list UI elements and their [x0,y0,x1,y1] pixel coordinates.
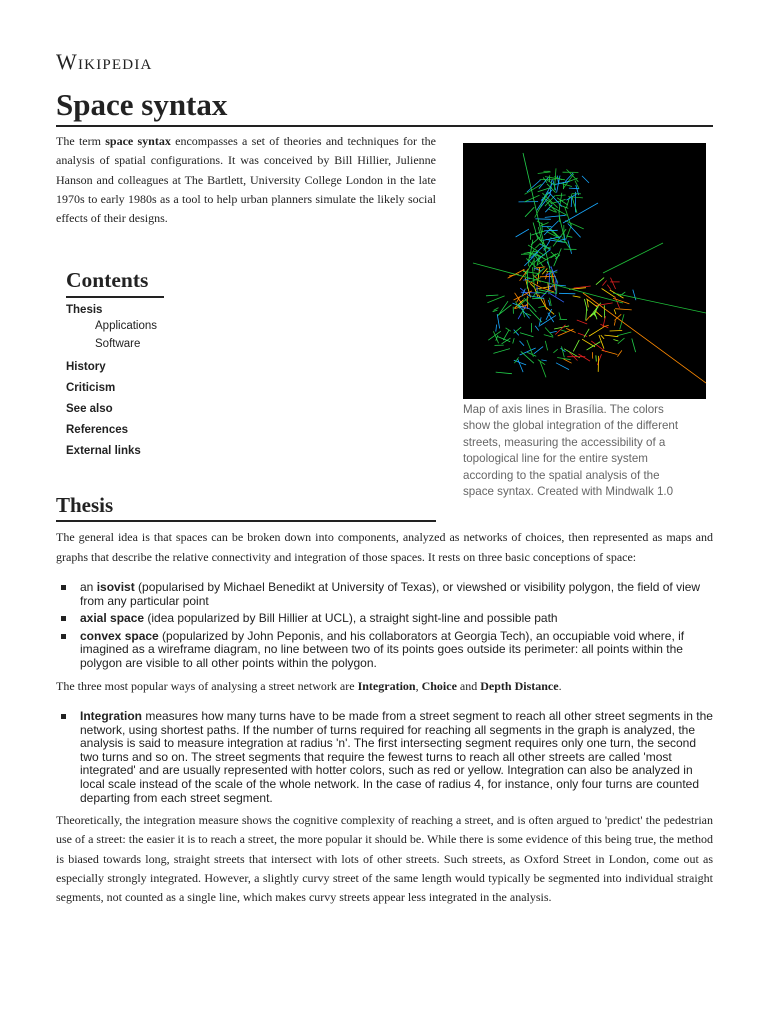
bullet-icon [61,714,66,719]
figure-caption: Map of axis lines in Brasília. The colors show the global integration of the different streets, measuring the accessibility of a topological line for the entire system according to the spatial analysis of the space syntax. Created with Mindwalk 1.0 [463,403,679,499]
intro-paragraph: The term space syntax encompasses a set of theories and techniques for the analysis of spatial configurations. It was conceived by Bill Hillier, Julienne Hanson and colleagues at The Bartlett, University College London in the late 1970s to early 1980s as a tool to help urban planners simulate the likely social effects of their designs. [56,134,436,226]
bullet-icon [61,616,66,621]
brasilia-figure [463,143,707,500]
toc-item-references[interactable]: References [66,424,129,436]
page-title: Space syntax [56,86,713,127]
term-integration[interactable]: Integration [80,709,142,723]
list-item: convex space (popularized by John Peponis, and his collaborators at Georgia Tech), an occupiable void where, if imagined as a wireframe diagram, no line between two of its points goes outside its perimeter: all points within the polygon are visible to all other points within the polygon. [56,630,713,671]
table-of-contents [66,267,286,457]
bullet-icon [61,634,66,639]
toc-item-history[interactable]: History [66,361,106,373]
list-item: axial space (idea popularized by Bill Hillier at UCL), a straight sight-line and possible path [56,612,713,626]
thesis-paragraph-1: The general idea is that spaces can be broken down into components, analyzed as networks of choices, then represented as maps and graphs that describe the relative connectivity and integration of those spaces. It rests on three basic conceptions of space: [56,530,713,564]
toc-item-thesis[interactable]: Thesis [66,304,103,316]
toc-item-criticism[interactable]: Criticism [66,382,116,394]
space-conceptions-list [56,581,713,675]
thesis-paragraph-2: The three most popular ways of analysing a street network are Integration, Choice and Depth Distance. [56,679,562,693]
brasilia-axial-map[interactable] [463,143,706,399]
toc-item-external-links[interactable]: External links [66,445,141,457]
section-heading-thesis: Thesis [56,492,436,522]
list-item: Integration measures how many turns have to be made from a street segment to reach all other street segments in the network, using shortest paths. If the number of turns required for reaching all segments in the graph is analyzed, the analysis is said to measure integration at radius 'n'. The first intersecting segment requires only one turn, the second two turns and so on. The street segments that require the fewest turns to reach all other streets are called 'most integrated' and are usually represented with hotter colors, such as red or yellow. Integration can also be analyzed in local scale instead of the scale of the whole network. In the case of radius 4, for instance, only four turns are counted departing from each street segment. [56,710,713,805]
term-convex-space[interactable]: convex space [80,628,159,643]
toc-item-applications[interactable]: Applications [95,320,158,332]
term-isovist[interactable]: isovist [96,580,135,594]
toc-title: Contents [66,267,164,298]
term-axial-space[interactable]: axial space [80,611,145,626]
wikipedia-logo[interactable]: Wikipedia [56,49,153,74]
toc-item-see-also[interactable]: See also [66,403,113,415]
thesis-paragraph-3: Theoretically, the integration measure shows the cognitive complexity of reaching a street, and is often argued to 'predict' the pedestrian use of a street: the easier it is to reach a street, the more popular it should be. While there is some evidence of this being true, the method is biased towards long, straight streets that intersect with lots of other streets. Such streets, as Oxford Street in London, come out as especially strongly integrated. However, a slightly curvy street of the same length would typically be segmented into individual straight segments, not counted as a single line, which makes curvy streets appear less integrated in the analysis. [56,813,713,905]
toc-item-software[interactable]: Software [95,338,141,350]
list-item: an isovist (popularised by Michael Benedikt at University of Texas), or viewshed or visibility polygon, the field of view from any particular point [56,581,713,608]
intro-term: space syntax [105,134,171,148]
bullet-icon [61,585,66,590]
integration-list [56,710,713,809]
